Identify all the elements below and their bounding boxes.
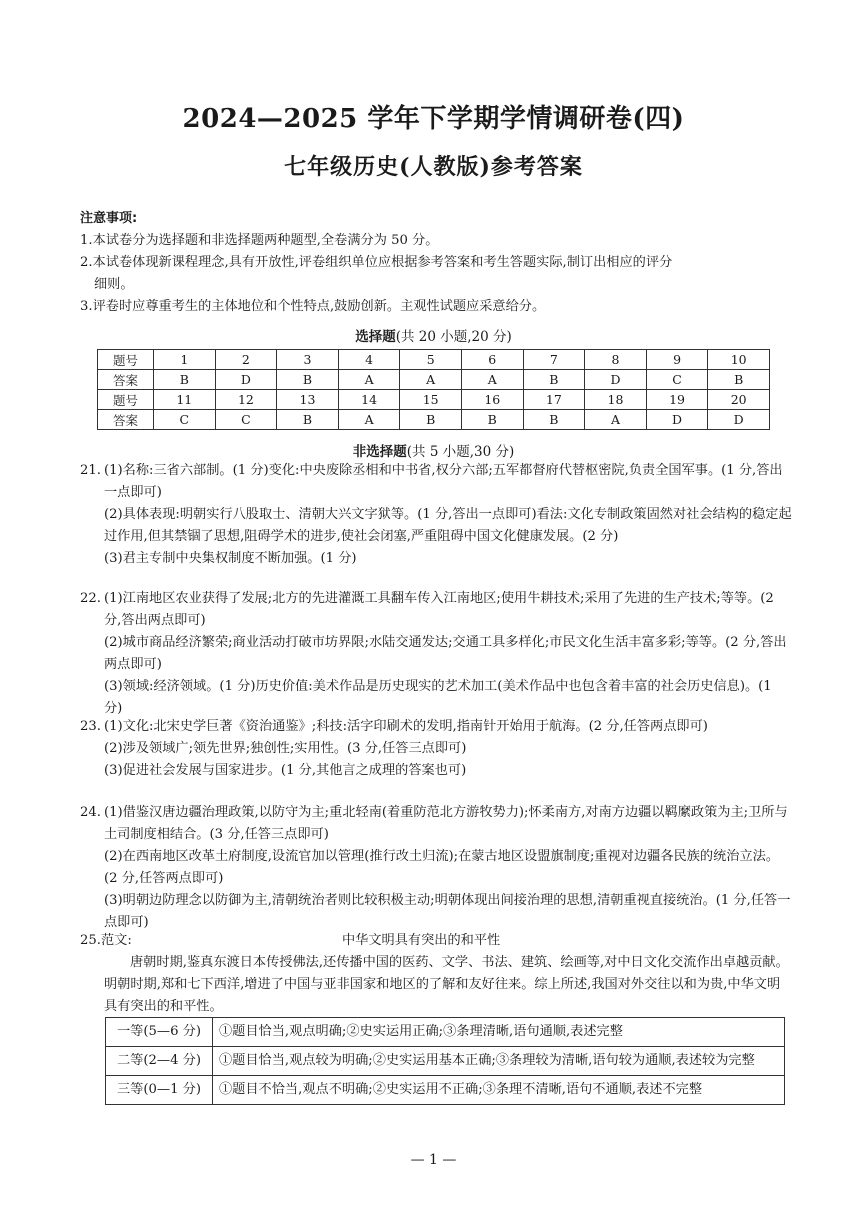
- q21-p3-text: (3)君主专制中央集权制度不断加强。(1 分): [104, 551, 357, 566]
- answer-cell: 2: [215, 350, 277, 370]
- choice-answer-table: [97, 349, 770, 430]
- question-24: [80, 802, 792, 934]
- answer-cell: B: [277, 410, 339, 430]
- answer-cell: C: [154, 410, 216, 430]
- question-23: [80, 716, 792, 782]
- q22-p1-text: (1)江南地区农业获得了发展;北方的先进灌溉工具翻车传入江南地区;使用牛耕技术;采用了先进的生产技术;等等。(2 分,答出两点即可): [104, 591, 774, 628]
- answer-cell: 14: [338, 390, 400, 410]
- q23-p2-text: (2)涉及领域广;领先世界;独创性;实用性。(3 分,任答三点即可): [104, 741, 467, 756]
- answer-cell: 10: [708, 350, 770, 370]
- answer-cell: A: [585, 410, 647, 430]
- q21-part2: [80, 504, 792, 548]
- grade-row: [106, 1018, 785, 1047]
- q23-part1: [80, 716, 792, 738]
- answer-cell: C: [646, 370, 708, 390]
- grade-criteria: ①题目恰当,观点较为明确;②史实运用基本正确;③条理较为清晰,语句较为通顺,表述较为完整: [213, 1047, 785, 1076]
- answer-cell: B: [461, 410, 523, 430]
- grade-row: [106, 1047, 785, 1076]
- notes-heading: 注意事项:: [80, 211, 138, 226]
- q22-number: 22.: [80, 591, 101, 606]
- answer-row-header: 答案: [98, 370, 154, 390]
- answer-cell: D: [585, 370, 647, 390]
- answer-cell: 17: [523, 390, 585, 410]
- q24-number: 24.: [80, 805, 101, 820]
- q21-p1-text: (1)名称:三省六部制。(1 分)变化:中央废除丞相和中书省,权分六部;五军都督府代替枢密院,负责全国军事。(1 分,答出一点即可): [104, 463, 783, 500]
- q22-part2: [80, 632, 792, 676]
- choice-section-title: [0, 325, 867, 345]
- grading-rubric-table: [105, 1017, 785, 1105]
- note-item-3: 3.评卷时应尊重考生的主体地位和个性特点,鼓励创新。主观性试题应采意给分。: [80, 299, 546, 314]
- answer-cell: D: [646, 410, 708, 430]
- nonchoice-section-title: [0, 440, 867, 460]
- page-number: — 1 —: [410, 1152, 457, 1168]
- q25-label: 25.范文:: [80, 933, 132, 948]
- essay-body: 唐朝时期,鉴真东渡日本传授佛法,还传播中国的医药、文学、书法、建筑、绘画等,对中日文化交流作出卓越贡献。明朝时期,郑和七下西洋,增进了中国与亚非国家和地区的了解和友好往来。综上所述,我国对外交往以和为贵,中华文明具有突出的和平性。: [104, 955, 789, 1014]
- answer-cell: A: [338, 370, 400, 390]
- q21-number: 21.: [80, 463, 101, 478]
- grade-level: 三等(0—1 分): [106, 1076, 213, 1105]
- answer-cell: 11: [154, 390, 216, 410]
- question-22: [80, 588, 792, 720]
- answer-row-header: 答案: [98, 410, 154, 430]
- choice-title: 选择题: [355, 329, 396, 345]
- answer-cell: B: [523, 410, 585, 430]
- q23-p1-text: (1)文化:北宋史学巨著《资治通鉴》;科技:活字印刷术的发明,指南针开始用于航海。(2 分,任答两点即可): [104, 719, 708, 734]
- nonchoice-subtitle: (共 5 小题,30 分): [406, 444, 515, 460]
- q22-part3: [80, 676, 792, 720]
- answer-cell: A: [461, 370, 523, 390]
- q25-header: [80, 930, 792, 952]
- q21-part3: [80, 548, 792, 570]
- answer-cell: 20: [708, 390, 770, 410]
- answer-cell: D: [708, 410, 770, 430]
- answer-cell: 15: [400, 390, 462, 410]
- grade-row: [106, 1076, 785, 1105]
- answer-cell: B: [154, 370, 216, 390]
- q21-p2-text: (2)具体表现:明朝实行八股取士、清朝大兴文字狱等。(1 分,答出一点即可)看法:文化专制政策固然对社会结构的稳定起过作用,但其禁锢了思想,阻碍学术的进步,使社会闭塞,严重阻碍中国文化健康发展。(2 分): [104, 507, 792, 544]
- answer-row-header: 题号: [98, 390, 154, 410]
- answer-table-row: [98, 370, 770, 390]
- question-25: [80, 930, 792, 1018]
- essay-title: 中华文明具有突出的和平性: [342, 933, 501, 948]
- grade-level: 一等(5—6 分): [106, 1018, 213, 1047]
- answer-table-row: [98, 350, 770, 370]
- q23-p3-text: (3)促进社会发展与国家进步。(1 分,其他言之成理的答案也可): [104, 763, 467, 778]
- q23-part2: [80, 738, 792, 760]
- nonchoice-title: 非选择题: [352, 444, 407, 460]
- answer-cell: A: [338, 410, 400, 430]
- question-21: [80, 460, 792, 570]
- grade-criteria: ①题目恰当,观点明确;②史实运用正确;③条理清晰,语句通顺,表述完整: [213, 1018, 785, 1047]
- q24-part1: [80, 802, 792, 846]
- answer-cell: B: [400, 410, 462, 430]
- answer-table-row: [98, 410, 770, 430]
- choice-subtitle: (共 20 小题,20 分): [395, 329, 512, 345]
- q24-p1-text: (1)借鉴汉唐边疆治理政策,以防守为主;重北轻南(着重防范北方游牧势力);怀柔南方,对南方边疆以羁縻政策为主;卫所与土司制度相结合。(3 分,任答三点即可): [104, 805, 788, 842]
- answer-cell: 7: [523, 350, 585, 370]
- answer-cell: A: [400, 370, 462, 390]
- answer-cell: B: [708, 370, 770, 390]
- q22-p2-text: (2)城市商品经济繁荣;商业活动打破市坊界限;水陆交通发达;交通工具多样化;市民文化生活丰富多彩;等等。(2 分,答出两点即可): [104, 635, 787, 672]
- q22-p3-text: (3)领域:经济领域。(1 分)历史价值:美术作品是历史现实的艺术加工(美术作品中也包含着丰富的社会历史信息)。(1 分): [104, 679, 772, 716]
- q23-part3: [80, 760, 792, 782]
- answer-cell: B: [277, 370, 339, 390]
- answer-cell: 13: [277, 390, 339, 410]
- q24-p3-text: (3)明朝边防理念以防御为主,清朝统治者则比较积极主动;明朝体现出间接治理的思想,清朝重视直接统治。(1 分,任答一点即可): [104, 893, 791, 930]
- answer-table-row: [98, 390, 770, 410]
- answer-cell: 5: [400, 350, 462, 370]
- answer-cell: 12: [215, 390, 277, 410]
- note-item-2-cont: 细则。: [94, 277, 134, 292]
- answer-cell: 6: [461, 350, 523, 370]
- page-title: 2024—2025 学年下学期学情调研卷(四): [182, 104, 685, 134]
- q24-p2-text: (2)在西南地区改革土府制度,设流官加以管理(推行改土归流);在蒙古地区设盟旗制度;重视对边疆各民族的统治立法。(2 分,任答两点即可): [104, 849, 780, 886]
- q24-part3: [80, 890, 792, 934]
- grade-criteria: ①题目不恰当,观点不明确;②史实运用不正确;③条理不清晰,语句不通顺,表述不完整: [213, 1076, 785, 1105]
- answer-cell: C: [215, 410, 277, 430]
- q22-part1: [80, 588, 792, 632]
- note-item-1: 1.本试卷分为选择题和非选择题两种题型,全卷满分为 50 分。: [80, 233, 439, 248]
- page-subtitle: 七年级历史(人教版)参考答案: [284, 154, 583, 180]
- answer-cell: D: [215, 370, 277, 390]
- answer-cell: 8: [585, 350, 647, 370]
- grade-level: 二等(2—4 分): [106, 1047, 213, 1076]
- answer-cell: B: [523, 370, 585, 390]
- answer-cell: 16: [461, 390, 523, 410]
- answer-cell: 3: [277, 350, 339, 370]
- answer-cell: 4: [338, 350, 400, 370]
- answer-cell: 18: [585, 390, 647, 410]
- answer-cell: 19: [646, 390, 708, 410]
- answer-row-header: 题号: [98, 350, 154, 370]
- q23-number: 23.: [80, 719, 101, 734]
- q24-part2: [80, 846, 792, 890]
- note-item-2: 2.本试卷体现新课程理念,具有开放性,评卷组织单位应根据参考答案和考生答题实际,制订出相应的评分: [80, 255, 673, 270]
- answer-cell: 1: [154, 350, 216, 370]
- answer-cell: 9: [646, 350, 708, 370]
- q21-part1: [80, 460, 792, 504]
- notes-section: [80, 208, 800, 318]
